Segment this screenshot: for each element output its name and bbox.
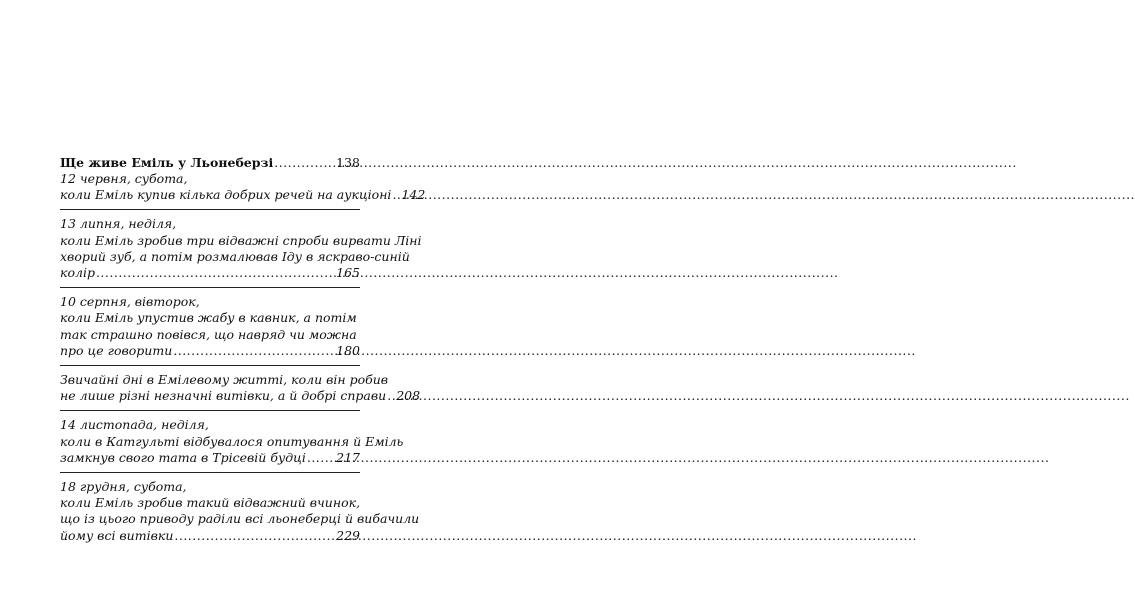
- entry-line: так страшно повівся, що навряд чи можна: [60, 326, 357, 342]
- divider: [60, 365, 360, 366]
- entry-line: що із цього приводу раділи всі льонеберці й вибачили: [60, 511, 420, 527]
- entry-page-number: 165: [336, 265, 360, 281]
- divider: [60, 209, 360, 210]
- leader-dots: [307, 450, 335, 466]
- leader-dots: [174, 528, 335, 544]
- divider: [60, 287, 360, 288]
- entry-page-number: 180: [336, 342, 360, 358]
- entry-line: коли Еміль зробив такий відважний вчинок,: [60, 495, 361, 511]
- entry-last-line: [60, 187, 426, 203]
- entry-line: колір: [60, 265, 95, 281]
- toc-entry[interactable]: [60, 294, 360, 359]
- entry-line: коли Еміль купив кілька добрих речей на аукціоні: [60, 187, 392, 203]
- divider: [60, 472, 360, 473]
- entry-line: не лише різні незначні витівки, а й добрі справи: [60, 388, 387, 404]
- table-of-contents: [60, 155, 426, 544]
- entry-page-number: 217: [336, 449, 360, 465]
- leader-dots: [392, 187, 400, 203]
- entry-page-number: 208: [396, 388, 421, 404]
- entry-line: 10 серпня, вівторок,: [60, 294, 200, 310]
- entry-line: коли в Катгульті відбувалося опитування й Еміль: [60, 433, 404, 449]
- entry-page-number: 142: [401, 187, 426, 203]
- leader-dots: [173, 343, 335, 359]
- entry-line: коли Еміль упустив жабу в кавник, а потім: [60, 310, 357, 326]
- leader-dots: [96, 265, 335, 281]
- toc-entry[interactable]: [60, 479, 420, 544]
- entry-line: про це говорити: [60, 342, 173, 358]
- toc-entry[interactable]: [60, 417, 404, 466]
- entry-line: 13 липня, неділя,: [60, 216, 177, 232]
- entry-line: йому всі витівки: [60, 527, 174, 543]
- entry-last-line: [60, 343, 360, 359]
- chapter-page-number: 138: [336, 155, 360, 170]
- toc-entry[interactable]: [60, 372, 421, 404]
- entry-line: замкнув свого тата в Трісевій будці: [60, 449, 306, 465]
- entry-last-line: [60, 265, 360, 281]
- entry-page-number: 229: [336, 527, 360, 543]
- entry-last-line: [60, 450, 360, 466]
- entry-line: хворий зуб, а потім розмалював Іду в яскраво-синій: [60, 248, 410, 264]
- entry-line: Звичайні дні в Емілевому житті, коли він робив: [60, 372, 389, 388]
- entry-last-line: [60, 528, 360, 544]
- chapter-heading[interactable]: [60, 155, 360, 171]
- toc-entry[interactable]: [60, 216, 422, 281]
- chapter-title: Ще живе Еміль у Льонеберзі: [60, 155, 274, 170]
- entry-line: 18 грудня, субота,: [60, 479, 187, 495]
- entry-line: 14 листопада, неділя,: [60, 417, 209, 433]
- leader-dots: [387, 388, 395, 404]
- leader-dots: [274, 155, 335, 171]
- entry-last-line: [60, 388, 421, 404]
- toc-entry[interactable]: [60, 171, 426, 203]
- entry-line: 12 червня, субота,: [60, 171, 188, 186]
- divider: [60, 410, 360, 411]
- entry-line: коли Еміль зробив три відважні спроби вирвати Ліні: [60, 232, 422, 248]
